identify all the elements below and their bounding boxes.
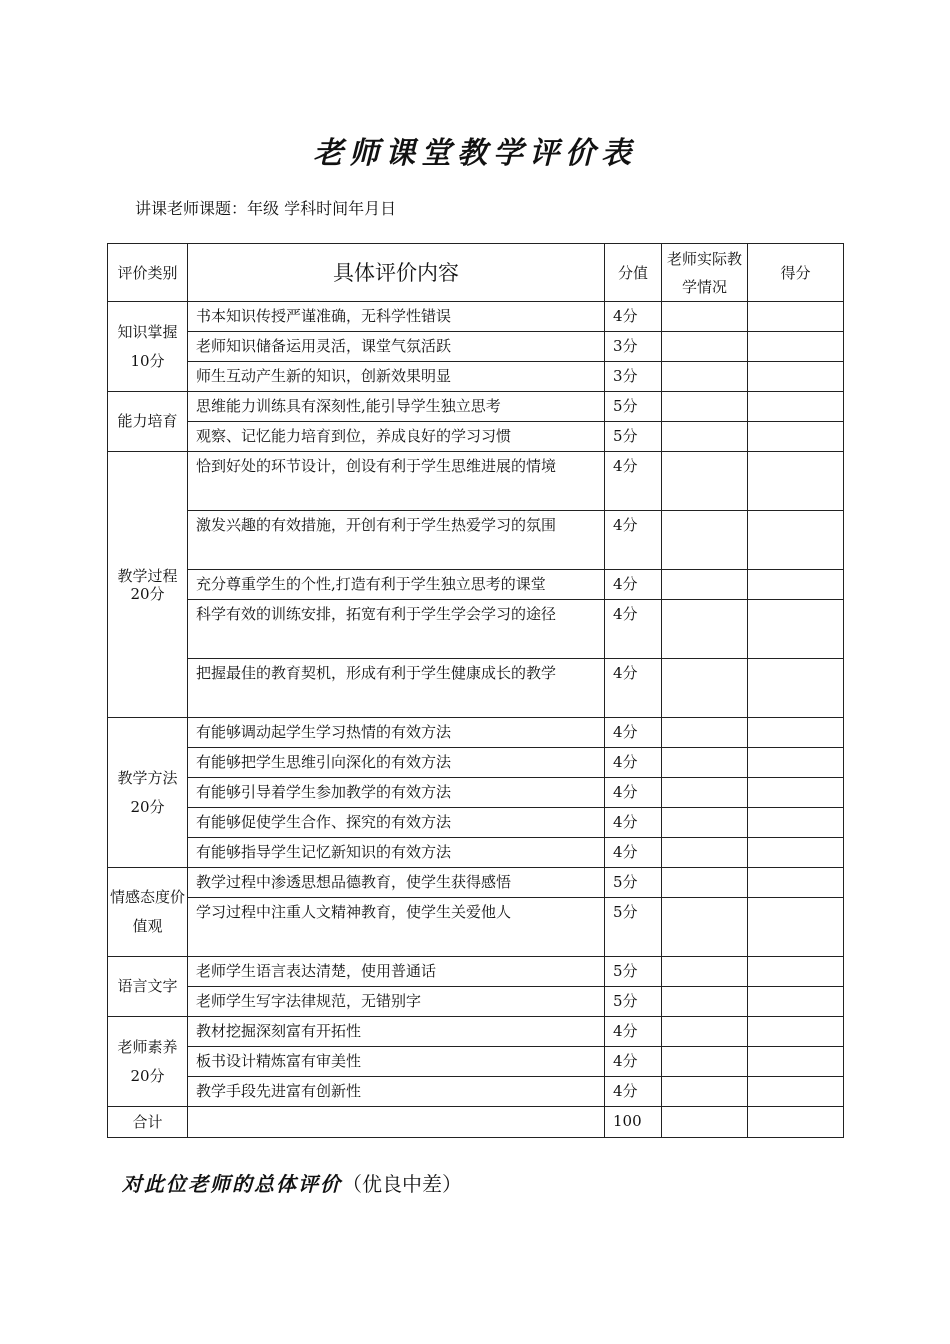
page-title: 老师课堂教学评价表: [313, 136, 637, 171]
item-content: 教学过程中渗透思想品德教育，使学生获得感悟: [188, 868, 605, 898]
item-score: 5分: [605, 957, 662, 987]
teaching-cell[interactable]: [662, 302, 748, 332]
table-row: [108, 778, 844, 808]
teaching-cell[interactable]: [662, 332, 748, 362]
result-cell[interactable]: [748, 957, 844, 987]
teaching-cell[interactable]: [662, 362, 748, 392]
header-teaching: 老师实际教学情况: [662, 244, 748, 302]
teaching-cell[interactable]: [662, 422, 748, 452]
table-row: [108, 452, 844, 511]
teaching-cell[interactable]: [662, 987, 748, 1017]
table-row: [108, 362, 844, 392]
category-knowledge: 知识掌握10分: [108, 302, 188, 392]
item-score: 4分: [605, 659, 662, 718]
table-row: [108, 511, 844, 570]
item-score: 4分: [605, 511, 662, 570]
table-row: [108, 748, 844, 778]
result-cell[interactable]: [748, 987, 844, 1017]
overall-evaluation: [122, 1168, 462, 1197]
result-cell[interactable]: [748, 808, 844, 838]
teaching-cell[interactable]: [662, 748, 748, 778]
item-score: 5分: [605, 422, 662, 452]
teaching-cell[interactable]: [662, 1017, 748, 1047]
item-content: 教学手段先进富有创新性: [188, 1077, 605, 1107]
item-score: 4分: [605, 838, 662, 868]
result-cell[interactable]: [748, 570, 844, 600]
item-content: 有能够引导着学生参加教学的有效方法: [188, 778, 605, 808]
item-content: 思维能力训练具有深刻性,能引导学生独立思考: [188, 392, 605, 422]
table-row: [108, 570, 844, 600]
teaching-cell[interactable]: [662, 452, 748, 511]
header-row: [108, 244, 844, 302]
header-content: 具体评价内容: [188, 244, 605, 302]
item-score: 5分: [605, 868, 662, 898]
item-score: 3分: [605, 362, 662, 392]
teaching-cell[interactable]: [662, 570, 748, 600]
table-row: [108, 600, 844, 659]
item-content: 有能够促使学生合作、探究的有效方法: [188, 808, 605, 838]
item-score: 5分: [605, 898, 662, 957]
item-score: 4分: [605, 808, 662, 838]
evaluation-table: [107, 243, 844, 1138]
item-content: 恰到好处的环节设计，创设有利于学生思维进展的情境: [188, 452, 605, 511]
item-content: 老师知识储备运用灵活，课堂气氛活跃: [188, 332, 605, 362]
item-score: 4分: [605, 748, 662, 778]
item-score: 3分: [605, 332, 662, 362]
table-row: [108, 987, 844, 1017]
result-cell[interactable]: [748, 718, 844, 748]
table-row: [108, 838, 844, 868]
result-cell[interactable]: [748, 1017, 844, 1047]
table-row: [108, 659, 844, 718]
teaching-cell[interactable]: [662, 511, 748, 570]
table-row: [108, 868, 844, 898]
item-content: 板书设计精炼富有审美性: [188, 1047, 605, 1077]
item-content: 有能够调动起学生学习热情的有效方法: [188, 718, 605, 748]
result-cell[interactable]: [748, 511, 844, 570]
item-content: 师生互动产生新的知识，创新效果明显: [188, 362, 605, 392]
teaching-cell[interactable]: [662, 868, 748, 898]
table-row: [108, 957, 844, 987]
overall-evaluation-options: （优良中差）: [342, 1172, 462, 1196]
result-cell[interactable]: [748, 748, 844, 778]
table-row: [108, 718, 844, 748]
table-row: [108, 332, 844, 362]
item-score: 4分: [605, 1077, 662, 1107]
table-row: [108, 422, 844, 452]
item-score: 5分: [605, 987, 662, 1017]
result-cell[interactable]: [748, 392, 844, 422]
item-content: 激发兴趣的有效措施，开创有利于学生热爱学习的氛围: [188, 511, 605, 570]
category-process: 教学过程20分: [108, 452, 188, 718]
teaching-cell[interactable]: [662, 392, 748, 422]
lecture-info: 讲课老师课题：年级 学科时间年月日: [135, 199, 397, 218]
header-result: 得分: [748, 244, 844, 302]
item-content: 学习过程中注重人文精神教育，使学生关爱他人: [188, 898, 605, 957]
teaching-cell[interactable]: [662, 718, 748, 748]
header-score: 分值: [605, 244, 662, 302]
result-cell[interactable]: [748, 422, 844, 452]
teaching-cell[interactable]: [662, 957, 748, 987]
result-cell[interactable]: [748, 362, 844, 392]
item-score: 4分: [605, 1017, 662, 1047]
result-cell[interactable]: [748, 302, 844, 332]
teaching-cell[interactable]: [662, 1047, 748, 1077]
table-row: [108, 1047, 844, 1077]
item-content: 老师学生写字法律规范，无错别字: [188, 987, 605, 1017]
item-content: 有能够把学生思维引向深化的有效方法: [188, 748, 605, 778]
teaching-cell[interactable]: [662, 1077, 748, 1107]
item-score: 5分: [605, 392, 662, 422]
table-row: [108, 898, 844, 957]
result-cell[interactable]: [748, 778, 844, 808]
table-row: [108, 808, 844, 838]
teaching-cell[interactable]: [662, 838, 748, 868]
item-content: 书本知识传授严谨准确，无科学性错误: [188, 302, 605, 332]
item-content: 科学有效的训练安排，拓宽有利于学生学会学习的途径: [188, 600, 605, 659]
item-score: 4分: [605, 570, 662, 600]
table-row: [108, 1077, 844, 1107]
teaching-cell[interactable]: [662, 659, 748, 718]
total-content-cell: [188, 1107, 605, 1138]
result-cell[interactable]: [748, 868, 844, 898]
table-row: [108, 392, 844, 422]
teaching-cell[interactable]: [662, 600, 748, 659]
item-content: 教材挖掘深刻富有开拓性: [188, 1017, 605, 1047]
category-ability: 能力培育: [108, 392, 188, 452]
category-emotion: 情感态度价值观: [108, 868, 188, 957]
teaching-cell[interactable]: [662, 898, 748, 957]
item-score: 4分: [605, 302, 662, 332]
total-score: 100: [605, 1107, 662, 1138]
item-content: 观察、记忆能力培育到位，养成良好的学习习惯: [188, 422, 605, 452]
item-content: 老师学生语言表达清楚，使用普通话: [188, 957, 605, 987]
item-score: 4分: [605, 778, 662, 808]
item-score: 4分: [605, 600, 662, 659]
item-score: 4分: [605, 718, 662, 748]
category-language: 语言文字: [108, 957, 188, 1017]
category-method: 教学方法20分: [108, 718, 188, 868]
result-cell[interactable]: [748, 452, 844, 511]
teaching-cell[interactable]: [662, 778, 748, 808]
result-cell[interactable]: [748, 898, 844, 957]
category-quality: 老师素养20分: [108, 1017, 188, 1107]
teaching-cell[interactable]: [662, 808, 748, 838]
table-row: [108, 1017, 844, 1047]
item-score: 4分: [605, 452, 662, 511]
result-cell[interactable]: [748, 838, 844, 868]
overall-evaluation-label: 对此位老师的总体评价: [122, 1172, 342, 1196]
table-row: [108, 302, 844, 332]
result-cell[interactable]: [748, 1047, 844, 1077]
item-content: 有能够指导学生记忆新知识的有效方法: [188, 838, 605, 868]
total-label: 合计: [108, 1107, 188, 1138]
header-category: 评价类别: [108, 244, 188, 302]
result-cell[interactable]: [748, 1077, 844, 1107]
item-content: 把握最佳的教育契机，形成有利于学生健康成长的教学: [188, 659, 605, 718]
result-cell[interactable]: [748, 332, 844, 362]
result-cell[interactable]: [748, 659, 844, 718]
result-cell[interactable]: [748, 600, 844, 659]
result-cell[interactable]: [748, 1107, 844, 1138]
total-row: [108, 1107, 844, 1138]
item-score: 4分: [605, 1047, 662, 1077]
teaching-cell[interactable]: [662, 1107, 748, 1138]
item-content: 充分尊重学生的个性,打造有利于学生独立思考的课堂: [188, 570, 605, 600]
